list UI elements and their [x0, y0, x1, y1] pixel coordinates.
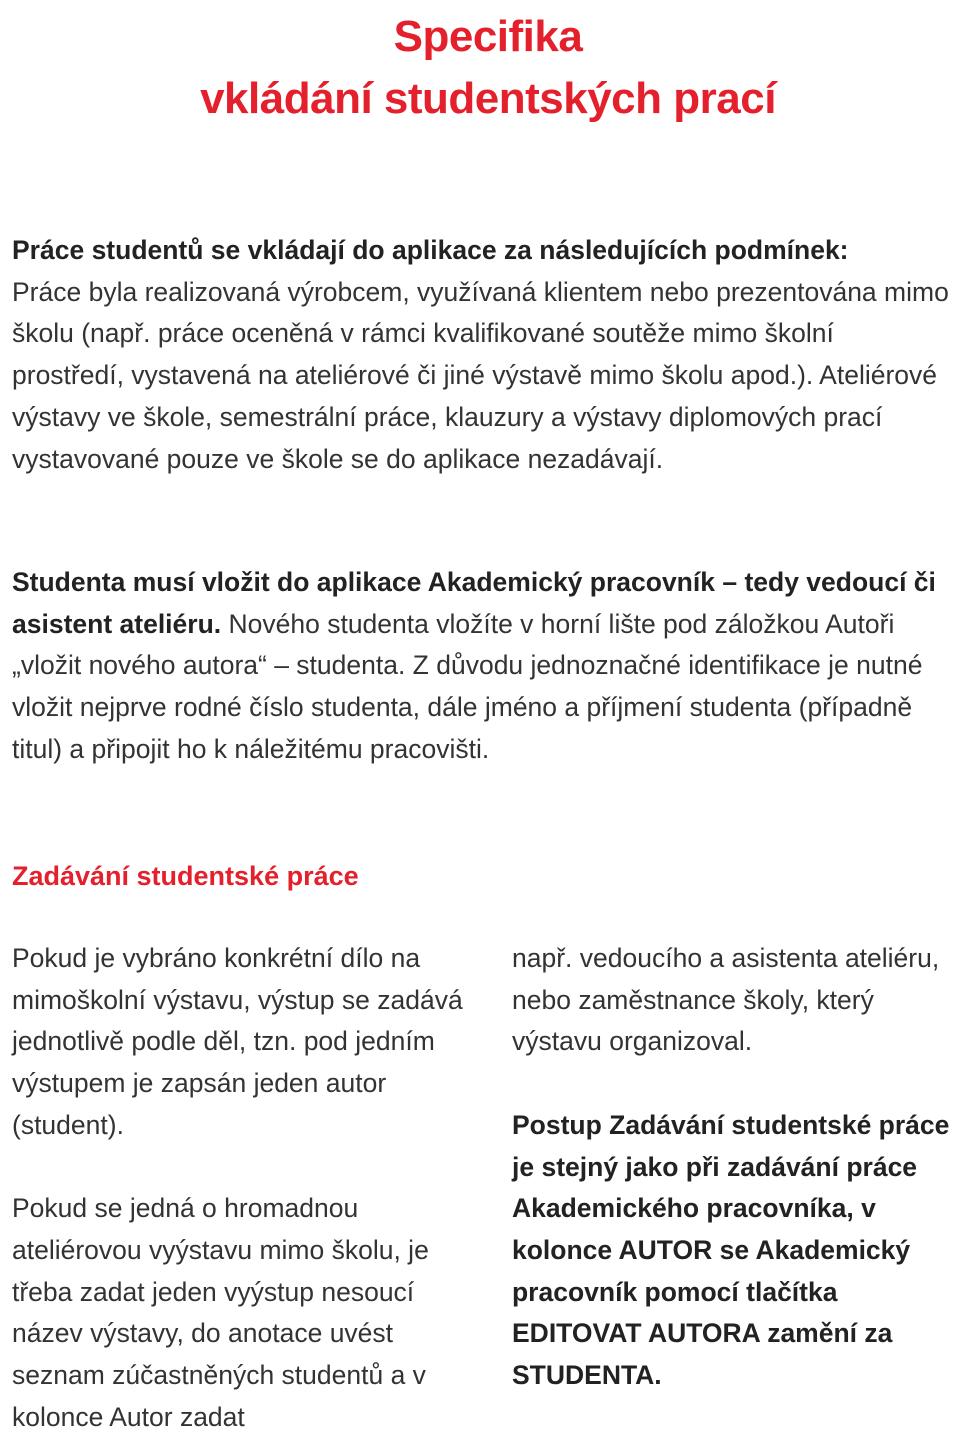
left-column: [12, 938, 482, 1438]
page-title: [0, 6, 960, 130]
left-paragraph-1: Pokud je vybráno konkrétní dílo na mimoškolní výstavu, výstup se zadává jednotlivě podle děl, tzn. pod jedním výstupem je zapsán jeden autor (student).: [12, 943, 463, 1140]
student-entry-paragraph: [12, 562, 952, 771]
section-heading: Zadávání studentské práce: [12, 861, 359, 891]
student-entry-bold-lead: Studenta musí vložit do aplikace Akademický pracovník – tedy vedoucí či asistent ateliéru.: [12, 567, 936, 639]
page-title-line-2: vkládání studentských prací: [200, 74, 776, 123]
right-paragraph-2-bold: Postup Zadávání studentské práce je stejný jako při zadávání práce Akademického pracovníka, v kolonce AUTOR se Akademický pracovník pomocí tlačítka EDITOVAT AUTORA zamění za STUDENTA.: [512, 1109, 950, 1391]
right-paragraph-1: např. vedoucího a asistenta ateliéru, nebo zaměstnance školy, který výstavu organizoval.: [512, 943, 940, 1057]
intro-bold-lead: Práce studentů se vkládají do aplikace za následujících podmínek:: [12, 235, 849, 265]
page-title-line-1: Specifika: [393, 12, 583, 61]
intro-text: Práce byla realizovaná výrobcem, využívaná klientem nebo prezentována mimo školu (např. práce oceněná v rámci kvalifikované soutěže mimo školní prostředí, vystavená na ateliérové či jiné výstavě mimo školu apod.). Ateliérové výstavy ve škole, semestrální práce, klauzury a výstavy diplomových prací vystavované pouze ve škole se do aplikace nezadávají.: [12, 276, 949, 474]
student-entry-text: Nového studenta vložíte v horní lište pod záložkou Autoři „vložit nového autora“ – studenta. Z důvodu jednoznačné identifikace je nutné vložit nejprve rodné číslo studenta, dále jméno a příjmení studenta (případně titul) a připojit ho k náležitému pracovišti.: [12, 608, 923, 764]
left-paragraph-2: Pokud se jedná o hromadnou ateliérovou vyýstavu mimo školu, je třeba zadat jeden vyýstup nesoucí název výstavy, do anotace uvést seznam zúčastněných studentů a v kolonce Autor zadat: [12, 1193, 429, 1432]
right-column: [512, 938, 960, 1397]
student-entry-section: [12, 562, 952, 771]
intro-paragraph: [12, 230, 952, 480]
intro-section: [12, 230, 952, 480]
